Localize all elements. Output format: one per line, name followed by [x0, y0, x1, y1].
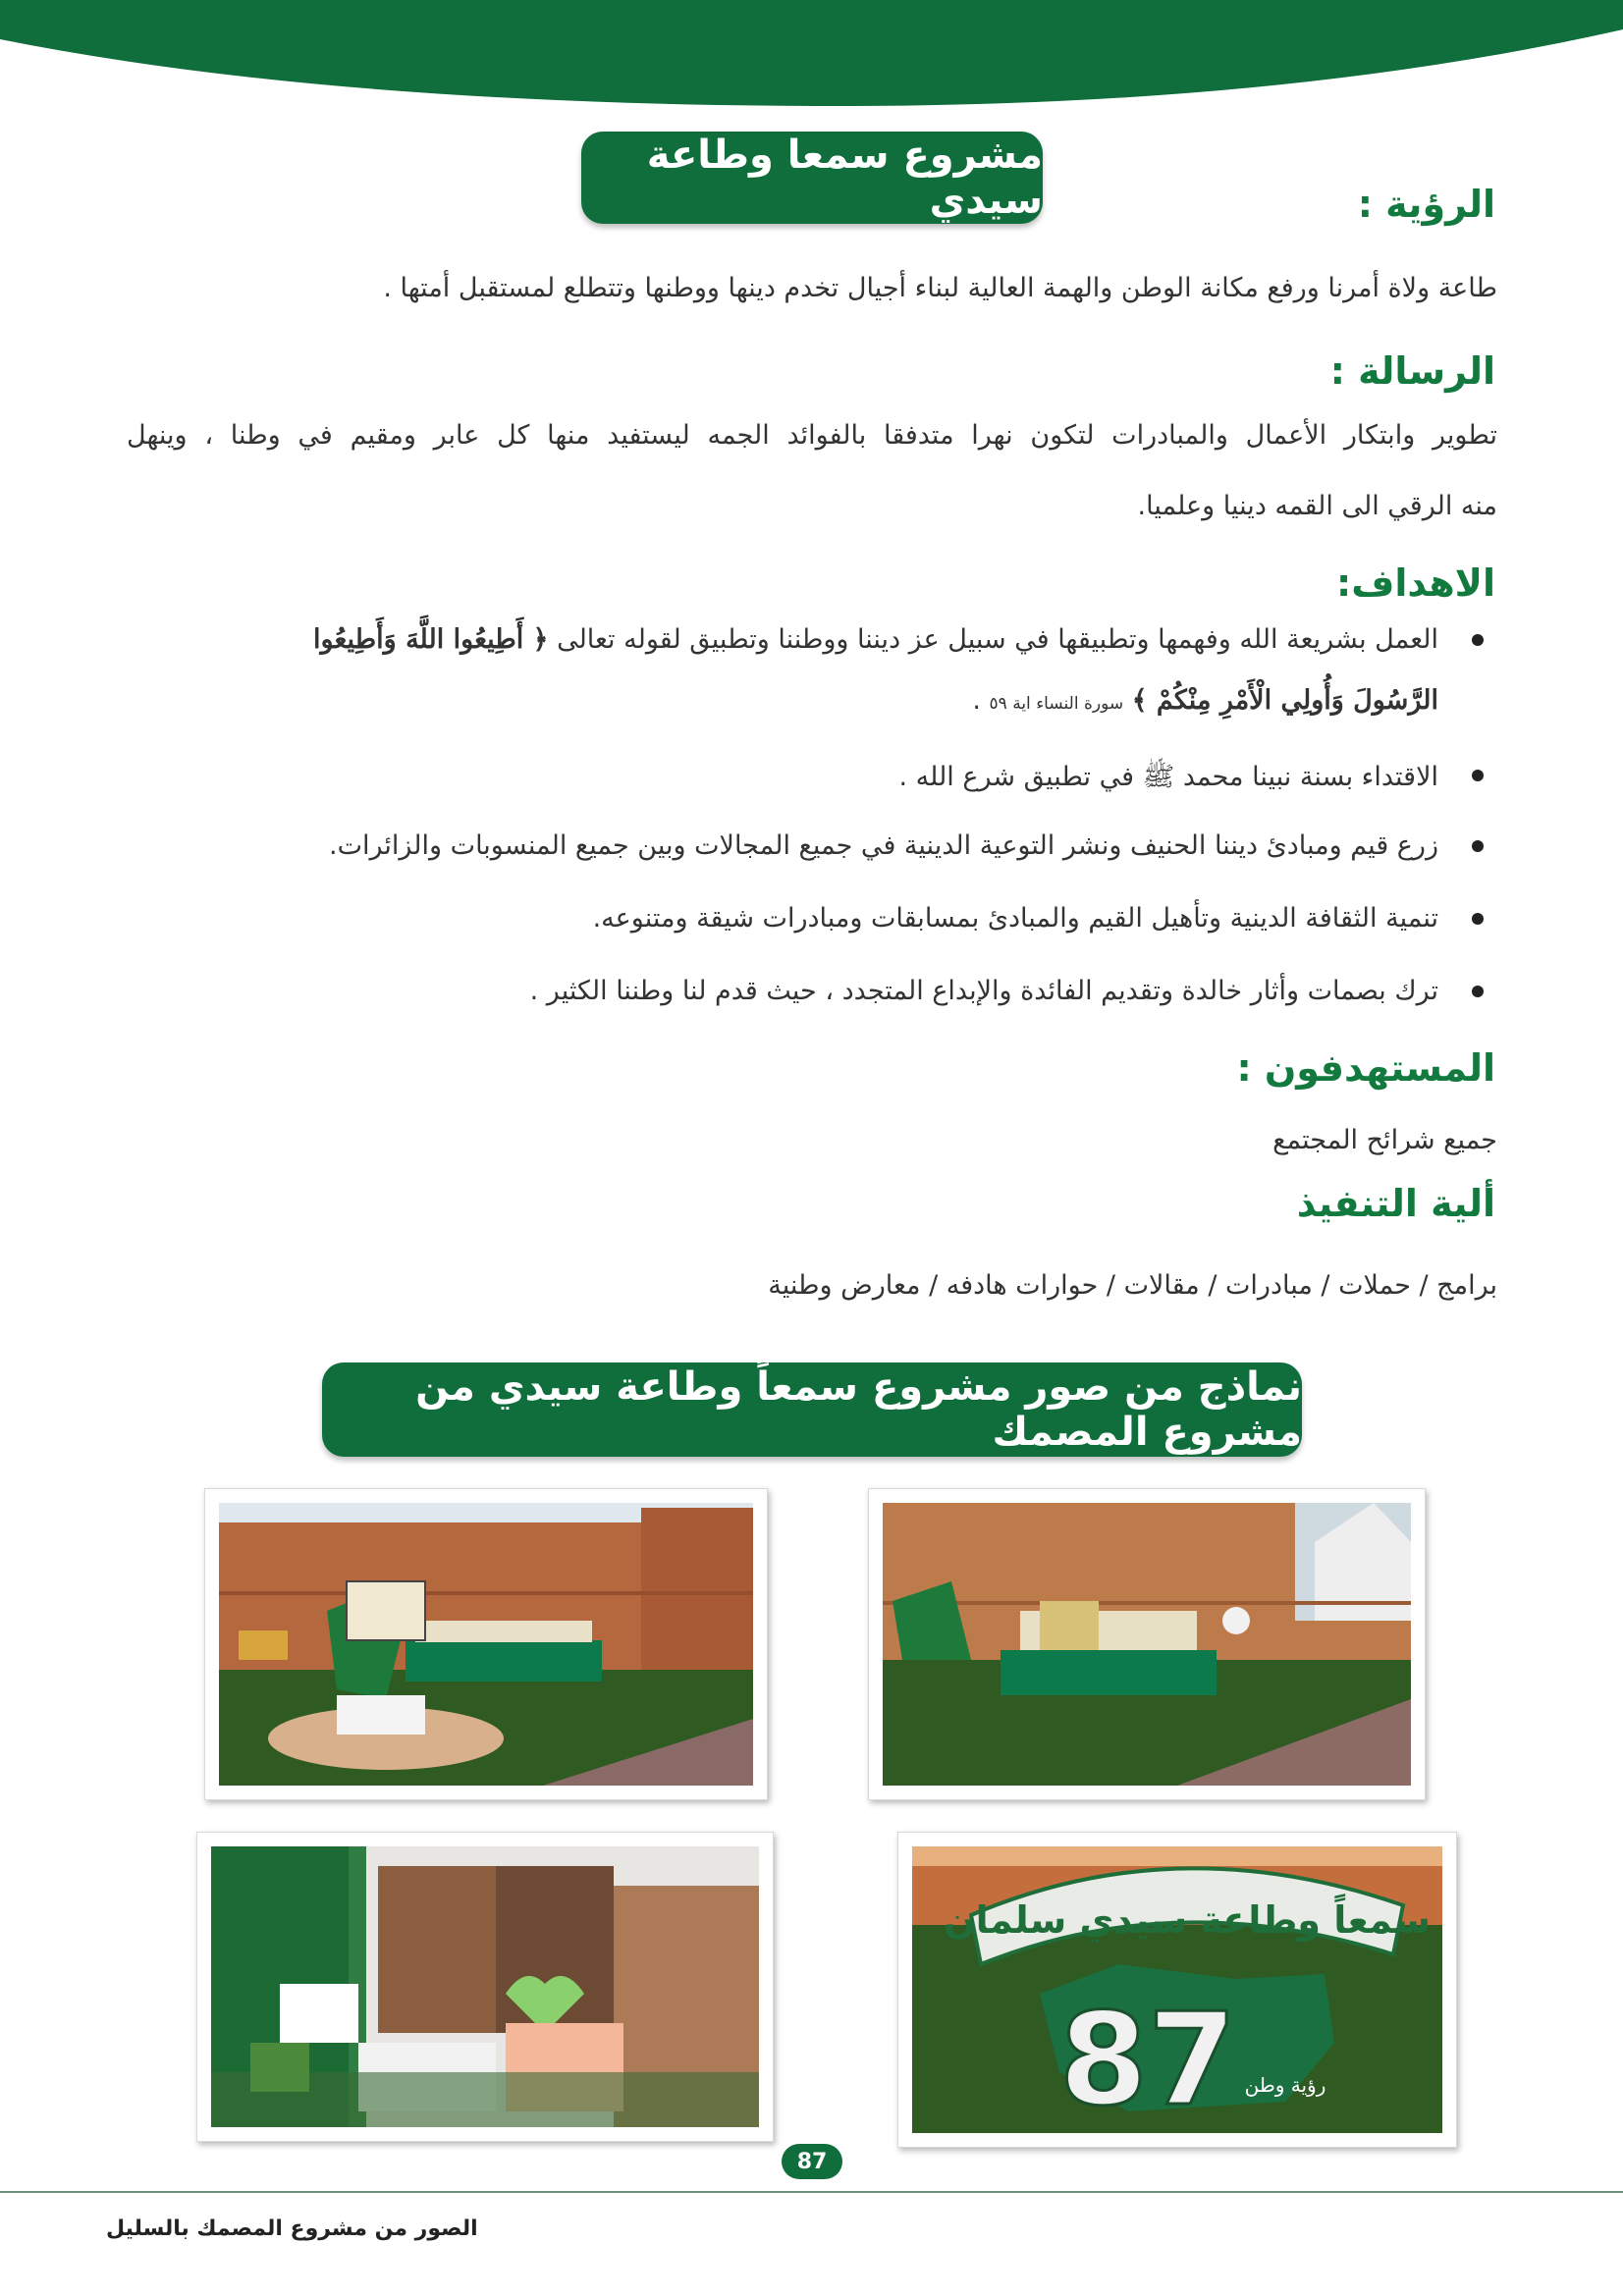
- project-title-text: مشروع سمعا وطاعة سيدي: [646, 133, 1043, 223]
- goal-1-quote-b: الرَّسُولَ وَأُولِي الْأَمْرِ مِنْكُمْ ﴾: [1131, 685, 1438, 716]
- goal-3-text: زرع قيم ومبادئ ديننا الحنيف ونشر التوعية الدينية في جميع المجالات وبين جميع المنسوبات والزائرات.: [328, 830, 1438, 861]
- vision-heading: الرؤية :: [1357, 183, 1495, 226]
- goals-heading: الاهداف:: [1336, 561, 1495, 605]
- project-title-banner: [581, 132, 1043, 224]
- beneficiaries-heading: المستهدفون :: [1236, 1046, 1495, 1090]
- goal-5-text: ترك بصمات وأثار خالدة وتقديم الفائدة والإبداع المتجدد ، حيث قدم لنا وطننا الكثير .: [529, 976, 1438, 1006]
- photo-display-table: [196, 1832, 774, 2142]
- footer-caption: الصور من مشروع المصمك بالسليل: [106, 2216, 478, 2241]
- sign-slogan-text: سمعاً وطاعة سيدي سلمان: [944, 1898, 1431, 1942]
- goal-1-end: .: [972, 685, 981, 716]
- top-decorative-band: [0, 0, 1623, 118]
- bullet-icon: [1472, 840, 1484, 852]
- goal-item: [191, 624, 1497, 732]
- footer-divider: [0, 2191, 1623, 2193]
- photo-exhibit-image: [883, 1503, 1411, 1786]
- mission-text-line1: تطوير وابتكار الأعمال والمبادرات لتكون نهرا متدفقا بالفوائد الجمه ليستفيد منها كل عابر ومقيم في وطنا ، وينهل: [127, 420, 1497, 451]
- beneficiaries-text: جميع شرائح المجتمع: [1272, 1125, 1497, 1155]
- goal-item: [898, 760, 1497, 799]
- vision-text: طاعة ولاة أمرنا ورفع مكانة الوطن والهمة العالية لبناء أجيال تخدم دينها ووطنها وتتطلع لمستقبل أمتها .: [383, 273, 1497, 303]
- gallery-title-text: نماذج من صور مشروع سمعاً وطاعة سيدي من مشروع المصمك: [415, 1364, 1302, 1455]
- sign-number: 87: [1058, 1985, 1237, 2133]
- goal-1-reference: سورة النساء اية ٥٩: [989, 694, 1124, 714]
- goal-item: [329, 830, 1497, 870]
- bullet-icon: [1472, 913, 1484, 925]
- goal-1-text: العمل بشريعة الله وفهمها وتطبيقها في سبيل عز ديننا ووطننا وتطبيق لقوله تعالى: [557, 624, 1438, 655]
- mission-heading: الرسالة :: [1329, 349, 1495, 393]
- bullet-icon: [1472, 770, 1484, 781]
- goals-list: [191, 624, 1497, 1006]
- bullet-icon: [1472, 634, 1484, 646]
- goal-4-text: تنمية الثقافة الدينية وتأهيل القيم والمبادئ بمسابقات ومبادرات شيقة ومتنوعه.: [592, 903, 1438, 934]
- bullet-icon: [1472, 986, 1484, 997]
- photo-sign-image: [912, 1846, 1442, 2133]
- gallery-title-banner: [322, 1362, 1302, 1457]
- mission-text-line2: منه الرقي الى القمه دينيا وعلميا.: [1137, 491, 1497, 521]
- goal-item: [530, 976, 1497, 1015]
- goal-2-text: الاقتداء بسنة نبينا محمد ﷺ في تطبيق شرع الله .: [898, 762, 1438, 792]
- goal-item: [593, 903, 1497, 942]
- photo-exhibit-image: [211, 1846, 759, 2127]
- goal-1-quote-a: ﴿ أَطِيعُوا اللَّهَ وَأَطِيعُوا: [313, 624, 549, 655]
- photo-exhibit-wall-left: [204, 1488, 768, 1800]
- photo-87-sign: [897, 1832, 1457, 2148]
- mechanism-heading: ألية التنفيذ: [1296, 1182, 1495, 1225]
- sign-tagline: رؤية وطن: [1244, 2073, 1326, 2097]
- photo-exhibit-wall-right: [868, 1488, 1426, 1800]
- photo-exhibit-image: [219, 1503, 753, 1786]
- mechanism-text: برامج / حملات / مبادرات / مقالات / حوارات هادفه / معارض وطنية: [768, 1270, 1497, 1301]
- page-number: 87: [782, 2144, 842, 2179]
